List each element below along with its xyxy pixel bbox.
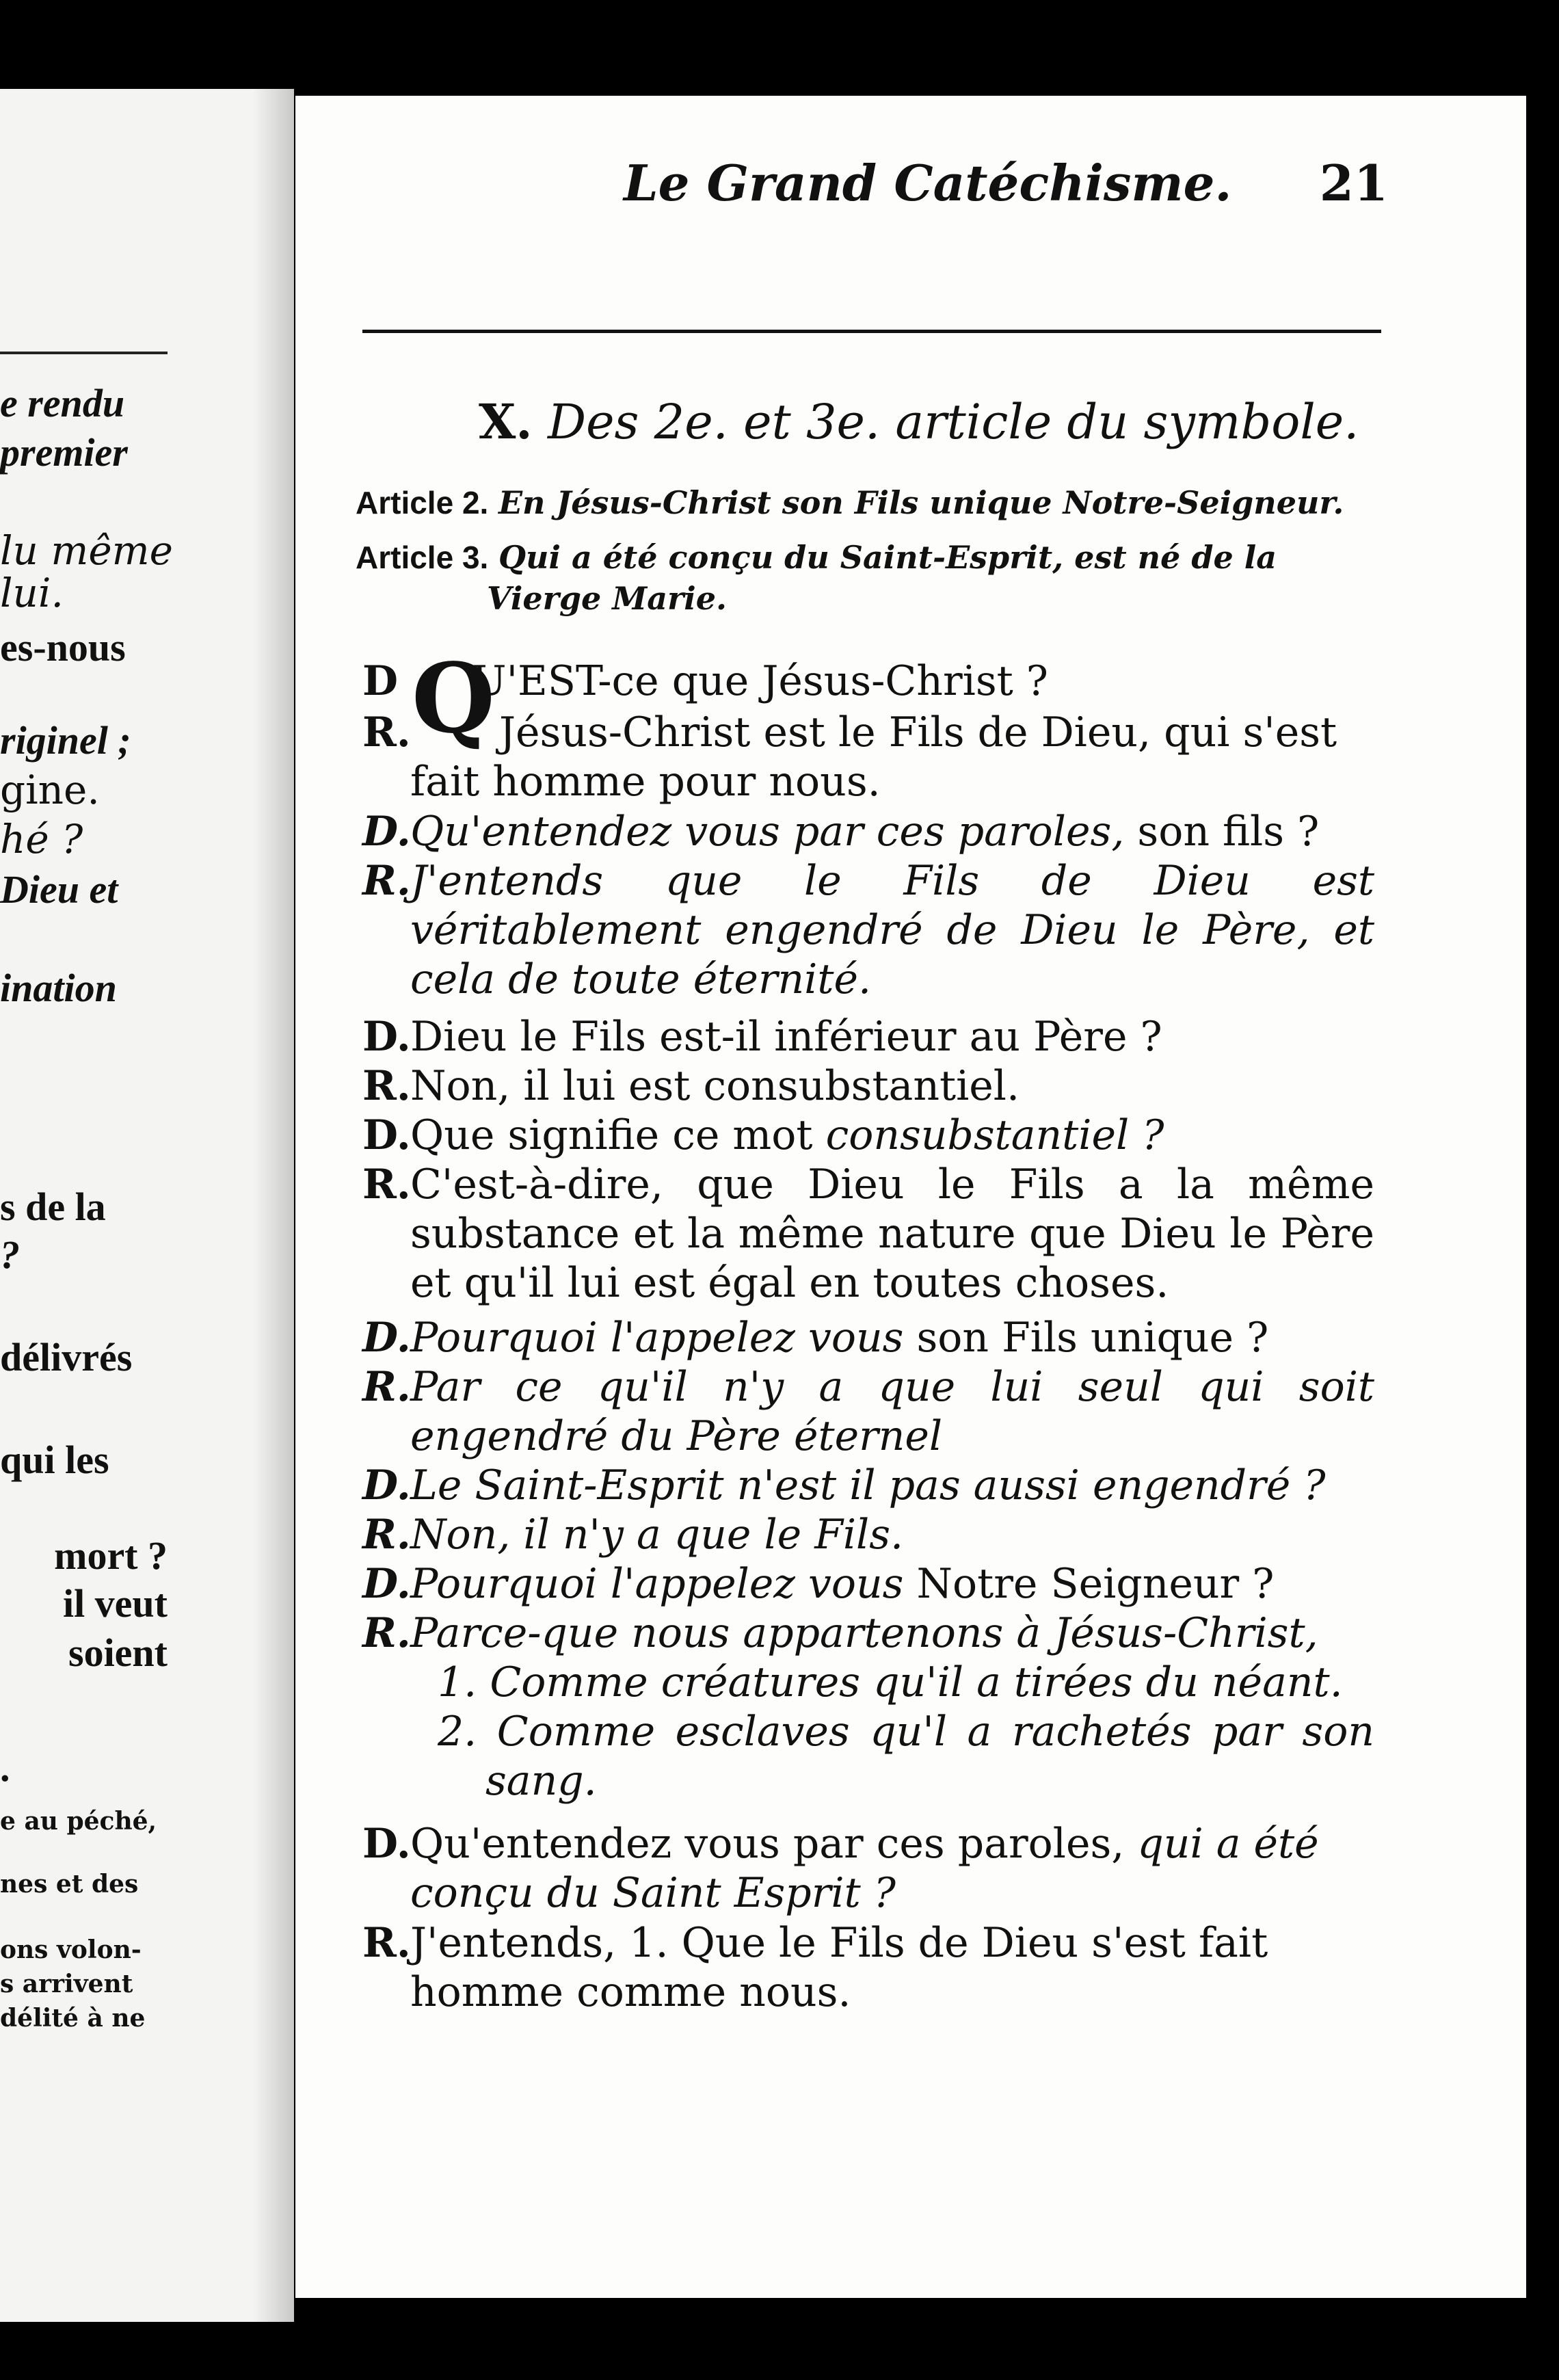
left-line-4: lui. xyxy=(0,570,64,616)
answer-8 xyxy=(362,1918,1388,2017)
answer-text: Non, il n'y a que le Fils. xyxy=(410,1511,904,1559)
article-2 xyxy=(356,482,1344,523)
left-line-13: délivrés xyxy=(0,1335,133,1379)
answer-label: R. xyxy=(362,709,411,756)
article-label: Article 3. xyxy=(356,540,489,575)
left-line-7: gine. xyxy=(0,767,100,813)
question-text: Le Saint-Esprit n'est il pas aussi engendré ? xyxy=(410,1462,1326,1509)
answer-list xyxy=(410,1658,1388,1806)
left-line-17: soient xyxy=(68,1630,168,1675)
question-1 xyxy=(362,643,1388,755)
answer-text: Par ce qu'il n'y a que lui seul qui soit engendré du Père éternel xyxy=(410,1363,1374,1460)
article-3-continued xyxy=(487,578,727,619)
left-line-15: mort ? xyxy=(54,1533,168,1578)
answer-list-item: 2. Comme esclaves qu'l a rachetés par son sang. xyxy=(438,1708,1374,1805)
answer-label: R. xyxy=(362,1062,411,1110)
section-title: Des 2e. et 3e. article du symbole. xyxy=(547,394,1359,450)
answer-text: Jésus-Christ est le Fils de Dieu, qui s'est fait homme pour nous. xyxy=(410,709,1337,806)
header-rule xyxy=(362,330,1381,333)
article-3 xyxy=(356,537,1277,578)
drop-cap: Q xyxy=(412,643,495,755)
answer-3 xyxy=(362,1061,1388,1111)
facing-page-left xyxy=(0,89,294,2322)
answer-text: J'entends que le Fils de Dieu est véritablement engendré de Dieu le Père, et cela de toute éternité. xyxy=(410,857,1374,1003)
left-line-14: qui les xyxy=(0,1438,109,1482)
left-line-21: ons volon- xyxy=(0,1935,142,1964)
question-2 xyxy=(362,807,1388,856)
answer-label: R. xyxy=(362,1919,411,1967)
left-line-1: e rendu xyxy=(0,381,125,425)
question-text-italic: consubstantiel ? xyxy=(825,1111,1164,1159)
answer-label: R. xyxy=(362,1511,411,1559)
answer-5 xyxy=(362,1362,1388,1461)
answer-text: J'entends, 1. Que le Fils de Dieu s'est fait homme comme nous. xyxy=(410,1919,1268,2016)
gutter-shadow xyxy=(253,89,294,2322)
answer-6 xyxy=(362,1510,1388,1559)
left-line-22: s arrivent xyxy=(0,1970,133,1998)
section-heading xyxy=(479,393,1359,450)
question-3 xyxy=(362,1012,1388,1061)
question-text: U'EST-ce que Jésus-Christ ? xyxy=(472,657,1048,705)
question-text: son Fils unique ? xyxy=(903,1314,1269,1362)
article-text: En Jésus-Christ son Fils unique Notre-Seigneur. xyxy=(498,484,1344,521)
answer-label: R. xyxy=(362,1363,411,1411)
answer-text: Parce-que nous appartenons à Jésus-Christ, xyxy=(410,1609,1318,1657)
question-text-italic: Qu'entendez vous par ces paroles, xyxy=(410,808,1125,856)
answer-2 xyxy=(362,856,1388,1004)
page-number: 21 xyxy=(1319,154,1388,212)
left-line-9: Dieu et xyxy=(0,867,118,912)
question-6 xyxy=(362,1461,1388,1510)
question-text: Qu'entendez vous par ces paroles, xyxy=(410,1820,1138,1868)
answer-1 xyxy=(362,708,1388,806)
left-line-6: riginel ; xyxy=(0,718,131,763)
left-line-16: il veut xyxy=(62,1581,168,1626)
question-text-italic: Pourquoi l'appelez vous xyxy=(410,1560,904,1608)
question-text: Que signifie ce mot xyxy=(410,1111,826,1159)
question-text: Notre Seigneur ? xyxy=(903,1560,1275,1608)
left-line-12: ? xyxy=(0,1232,20,1277)
question-label: D. xyxy=(362,1013,411,1061)
question-label: D. xyxy=(362,1314,411,1362)
answer-list-item: 1. Comme créatures qu'il a tirées du néant. xyxy=(438,1658,1343,1706)
left-line-20: nes et des xyxy=(0,1870,139,1899)
answer-7 xyxy=(362,1609,1388,1806)
question-label: D. xyxy=(362,1111,411,1159)
left-line-8: hé ? xyxy=(0,816,83,862)
section-number: X. xyxy=(479,393,533,450)
left-line-23: délité à ne xyxy=(0,2004,146,2033)
question-text: son fils ? xyxy=(1124,808,1320,856)
answer-text: C'est-à-dire, que Dieu le Fils a la même substance et la même nature que Dieu le Père et qu'il lui est égal en toutes choses. xyxy=(410,1161,1374,1307)
running-head xyxy=(323,154,1395,222)
left-line-5: es-nous xyxy=(0,625,126,670)
answer-text: Non, il lui est consubstantiel. xyxy=(410,1062,1020,1110)
article-text: Vierge Marie. xyxy=(487,580,728,617)
question-text: Dieu le Fils est-il inférieur au Père ? xyxy=(410,1013,1162,1061)
article-label: Article 2. xyxy=(356,485,489,520)
left-line-11: s de la xyxy=(0,1185,106,1229)
question-label: D. xyxy=(362,1462,411,1509)
question-5 xyxy=(362,1313,1388,1362)
answer-label: R. xyxy=(362,1609,411,1657)
running-title: Le Grand Catéchisme. xyxy=(624,154,1232,212)
left-line-18: . xyxy=(0,1745,10,1790)
question-text-italic: qui a été conçu du Saint Esprit ? xyxy=(410,1820,1319,1917)
left-page-rule xyxy=(0,352,168,354)
answer-4 xyxy=(362,1160,1388,1308)
article-text: Qui a été conçu du Saint-Esprit, est né de la xyxy=(498,539,1277,576)
question-4 xyxy=(362,1111,1388,1160)
question-label: D. xyxy=(362,808,411,856)
question-label: D. xyxy=(362,1820,411,1868)
question-label: D. xyxy=(362,1560,411,1608)
left-line-10: ination xyxy=(0,966,117,1010)
answer-label: R. xyxy=(362,857,411,905)
left-line-3: lu même xyxy=(0,527,173,574)
question-7 xyxy=(362,1559,1388,1609)
left-line-19: e au péché, xyxy=(0,1807,157,1836)
question-text-italic: Pourquoi l'appelez vous xyxy=(410,1314,904,1362)
answer-label: R. xyxy=(362,1161,411,1208)
question-8 xyxy=(362,1819,1388,1918)
left-line-2: premier xyxy=(0,430,128,475)
question-label: D xyxy=(362,657,399,705)
